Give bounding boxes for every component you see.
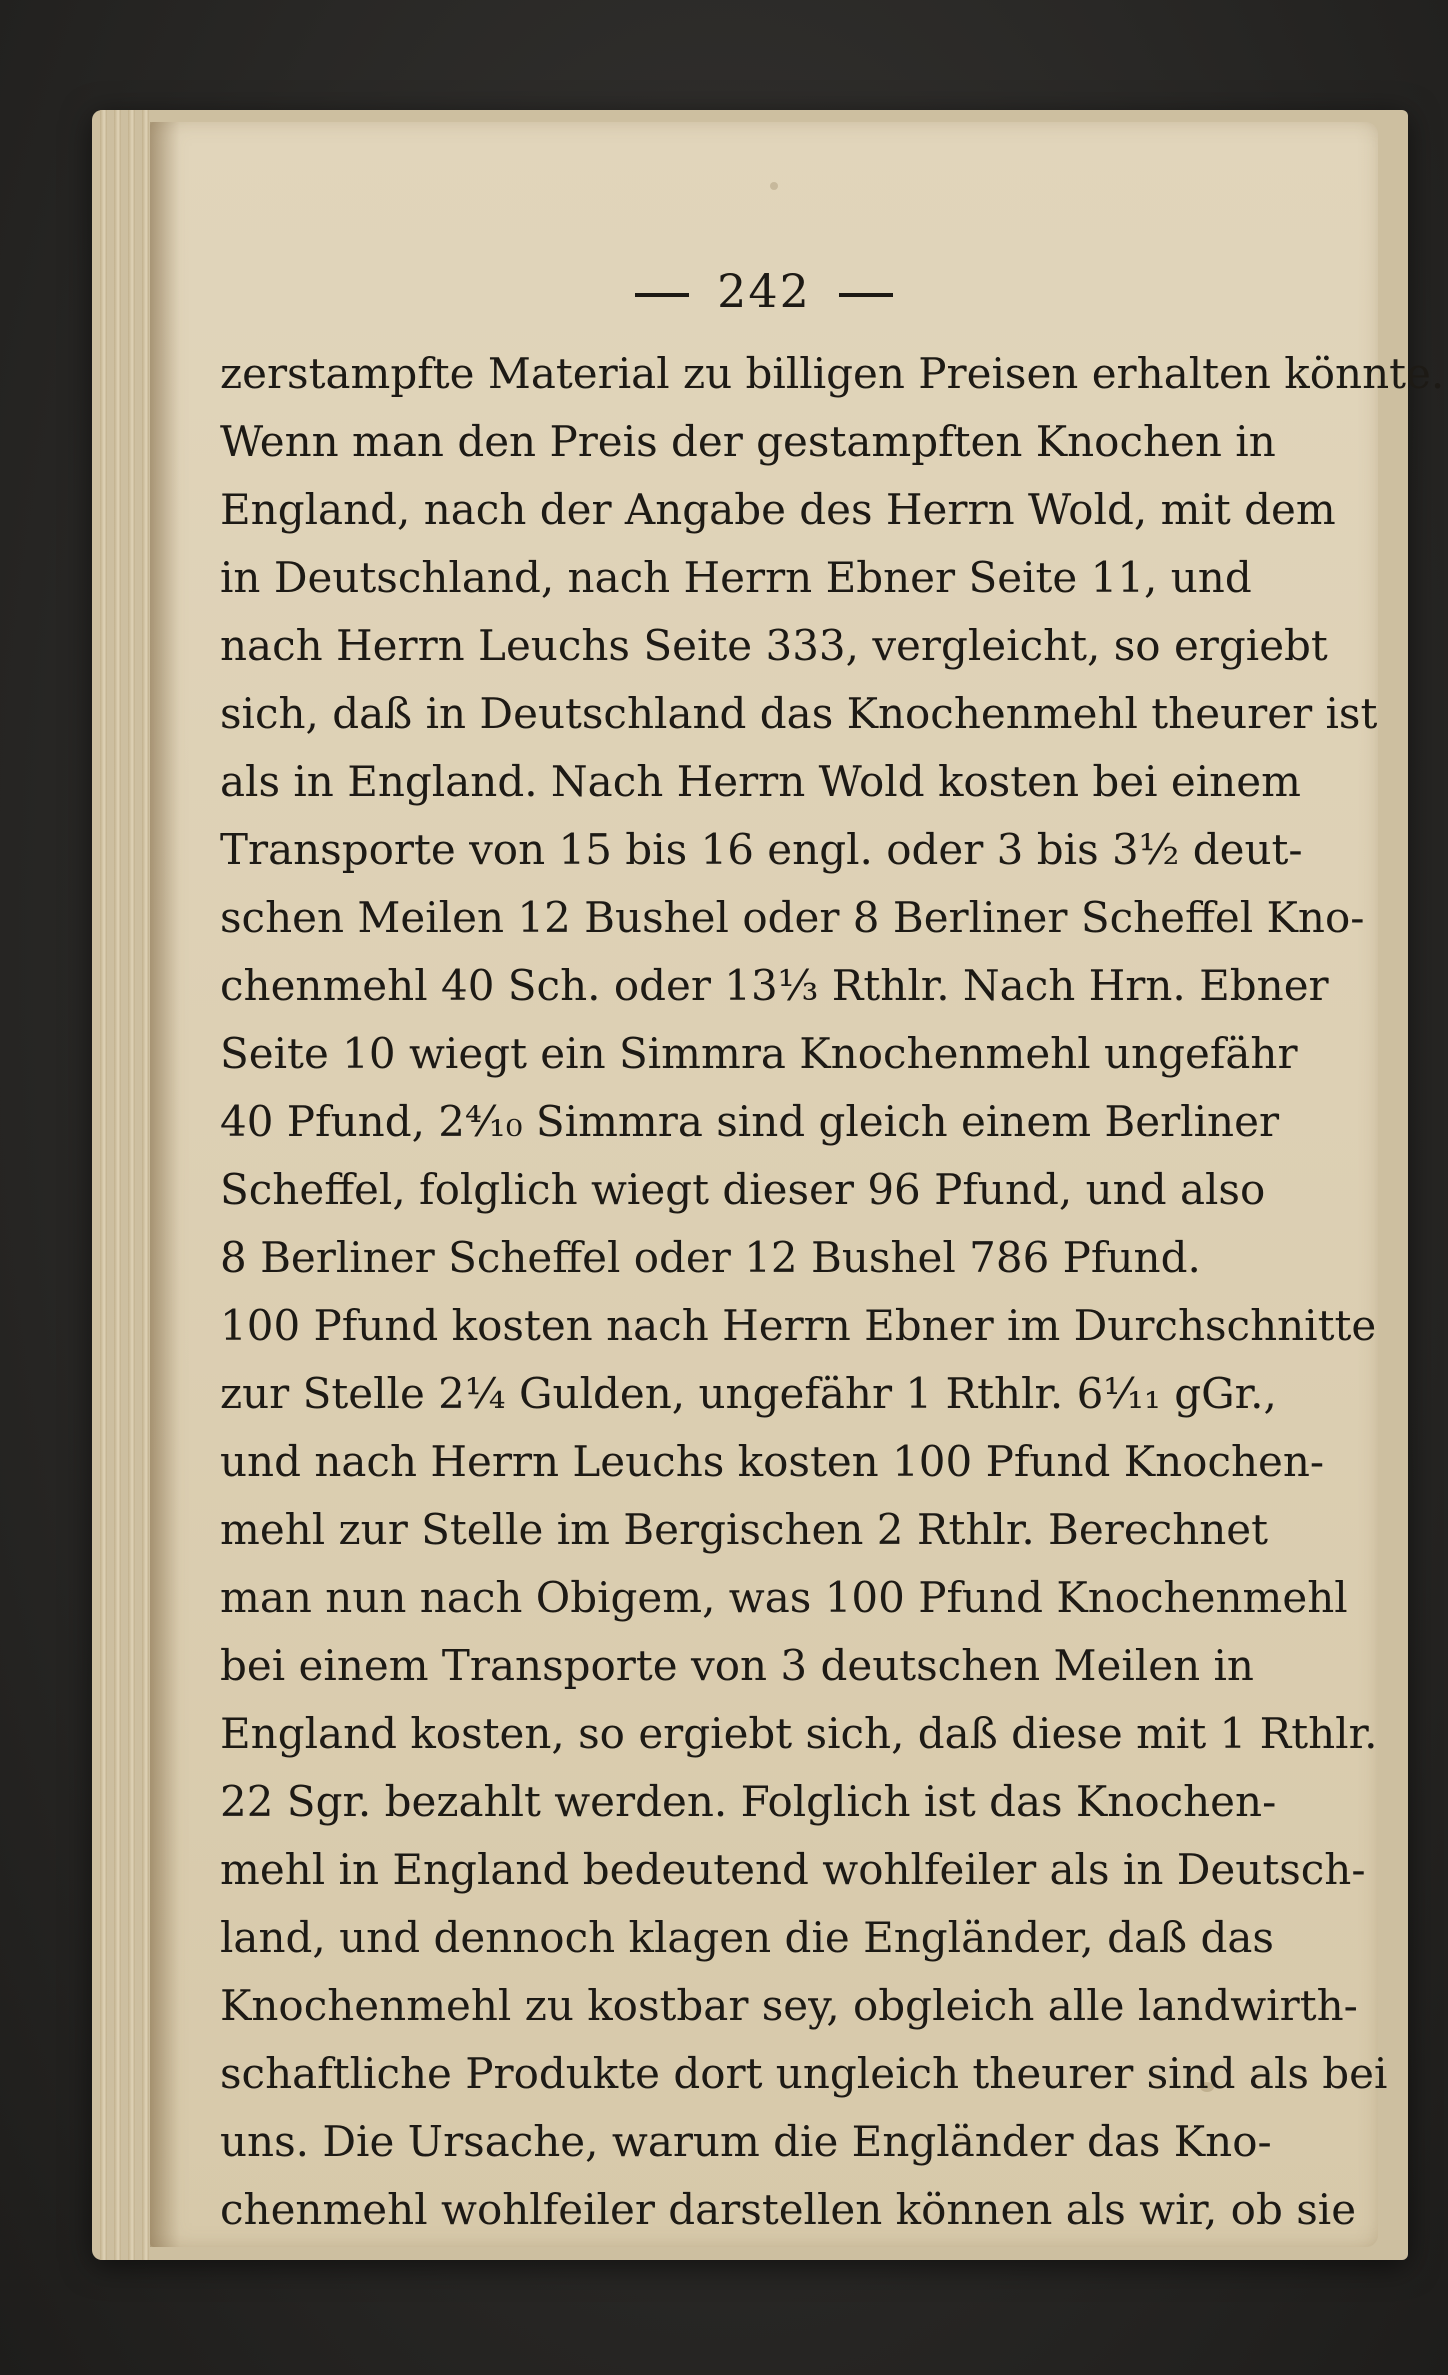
text-line: 8 Berliner Scheffel oder 12 Bushel 786 Pfund. [220, 1233, 1201, 1282]
text-line: Transporte von 15 bis 16 engl. oder 3 bis 3½ deut- [220, 825, 1303, 874]
text-line: in Deutschland, nach Herrn Ebner Seite 11, und [220, 553, 1252, 602]
text-line: 100 Pfund kosten nach Herrn Ebner im Durchschnitte [220, 1301, 1377, 1350]
text-line: chenmehl wohlfeiler darstellen können als wir, ob sie [220, 2185, 1357, 2234]
header-dash-right [839, 293, 893, 297]
spine-shadow [150, 122, 180, 2247]
text-line: England kosten, so ergiebt sich, daß diese mit 1 Rthlr. [220, 1709, 1378, 1758]
paper-stain [770, 182, 778, 190]
text-line: zur Stelle 2¼ Gulden, ungefähr 1 Rthlr. 6¹⁄₁₁ gGr., [220, 1369, 1277, 1418]
body-text [220, 340, 1445, 2244]
text-line: 22 Sgr. bezahlt werden. Folglich ist das Knochen- [220, 1777, 1277, 1826]
text-line: mehl in England bedeutend wohlfeiler als in Deutsch- [220, 1845, 1366, 1894]
text-line: zerstampfte Material zu billigen Preisen erhalten könnte. [220, 349, 1445, 398]
text-line: schaftliche Produkte dort ungleich theurer sind als bei [220, 2049, 1388, 2098]
page-edge [142, 110, 149, 2260]
text-line: chenmehl 40 Sch. oder 13⅓ Rthlr. Nach Hrn. Ebner [220, 961, 1329, 1010]
text-line: land, und dennoch klagen die Engländer, daß das [220, 1913, 1274, 1962]
text-line: als in England. Nach Herrn Wold kosten bei einem [220, 757, 1301, 806]
text-line: uns. Die Ursache, warum die Engländer das Kno- [220, 2117, 1272, 2166]
page-edge [100, 110, 107, 2260]
page-number: 242 [717, 264, 811, 318]
text-line: England, nach der Angabe des Herrn Wold, mit dem [220, 485, 1336, 534]
text-line: mehl zur Stelle im Bergischen 2 Rthlr. Berechnet [220, 1505, 1269, 1554]
header-dash-left [635, 293, 689, 297]
page-header [150, 264, 1378, 318]
text-line: bei einem Transporte von 3 deutschen Meilen in [220, 1641, 1254, 1690]
text-line: Scheffel, folglich wiegt dieser 96 Pfund, und also [220, 1165, 1266, 1214]
text-line: und nach Herrn Leuchs kosten 100 Pfund Knochen- [220, 1437, 1325, 1486]
text-line: nach Herrn Leuchs Seite 333, vergleicht, so ergiebt [220, 621, 1328, 670]
text-line: Seite 10 wiegt ein Simmra Knochenmehl ungefähr [220, 1029, 1298, 1078]
text-line: sich, daß in Deutschland das Knochenmehl theurer ist [220, 689, 1378, 738]
text-line: Knochenmehl zu kostbar sey, obgleich alle landwirth- [220, 1981, 1358, 2030]
text-line: 40 Pfund, 2⁴⁄₁₀ Simmra sind gleich einem Berliner [220, 1097, 1280, 1146]
page-edge [114, 110, 121, 2260]
text-line: man nun nach Obigem, was 100 Pfund Knochenmehl [220, 1573, 1348, 1622]
page-edge [128, 110, 135, 2260]
text-line: Wenn man den Preis der gestampften Knochen in [220, 417, 1276, 466]
text-line: schen Meilen 12 Bushel oder 8 Berliner Scheffel Kno- [220, 893, 1365, 942]
